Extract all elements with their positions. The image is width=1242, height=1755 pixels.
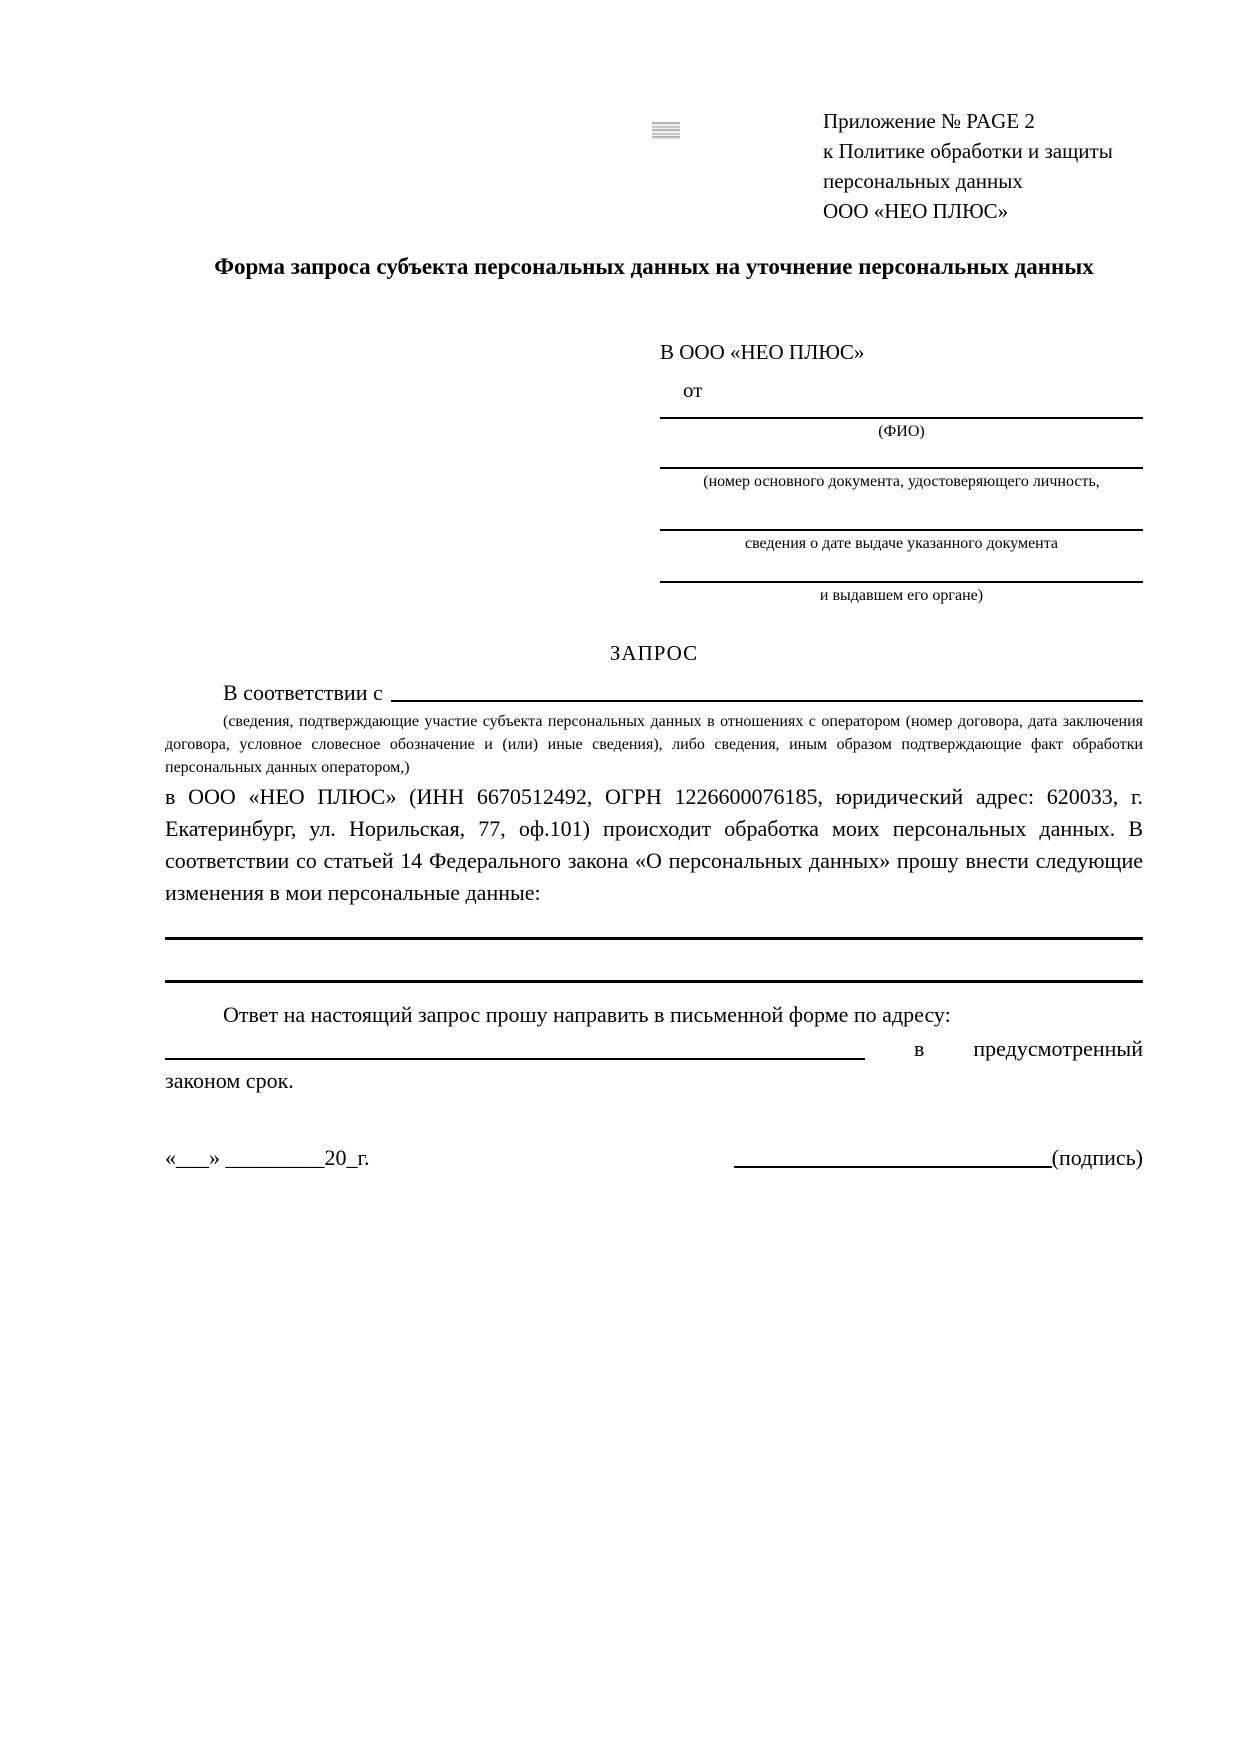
request-heading: ЗАПРОС	[609, 641, 699, 665]
issuing-authority-blank-line	[660, 581, 1143, 583]
field-caption: (номер основного документа, удостоверяющего личность,	[703, 473, 1100, 490]
intro-text: В соответствии с	[223, 680, 383, 705]
address-blank-line	[165, 1058, 865, 1060]
fio-field	[660, 417, 1143, 441]
intro-row	[223, 680, 1143, 706]
reply-address-row	[165, 1033, 1143, 1065]
embedded-object-artifact-icon	[652, 122, 680, 140]
field-caption: и выдавшем его органе)	[819, 587, 984, 604]
reply-word: в	[914, 1036, 925, 1061]
recipient-block	[660, 337, 1143, 605]
field-caption: (ФИО)	[878, 423, 925, 440]
issuing-authority-field	[660, 581, 1143, 605]
appendix-header-line: Приложение № PAGE 2	[823, 109, 1035, 133]
appendix-header	[823, 106, 1143, 226]
changes-blank-line	[165, 937, 1143, 940]
fio-blank-line	[660, 417, 1143, 419]
signature-row	[165, 1143, 1143, 1173]
changes-blank-line	[165, 980, 1143, 983]
signature-blank-line	[734, 1166, 1052, 1168]
recipient-to: В ООО «НЕО ПЛЮС»	[660, 340, 865, 364]
issue-date-field	[660, 529, 1143, 553]
reply-word: предусмотренный	[973, 1036, 1143, 1061]
reply-intro: Ответ на настоящий запрос прошу направить в письменной форме по адресу:	[223, 1002, 951, 1027]
form-title: Форма запроса субъекта персональных данных на уточнение персональных данных	[214, 254, 1094, 279]
intro-blank-line	[391, 700, 1143, 702]
appendix-header-line: ООО «НЕО ПЛЮС»	[823, 199, 1009, 223]
signature-group	[734, 1143, 1143, 1173]
body-paragraph: в ООО «НЕО ПЛЮС» (ИНН 6670512492, ОГРН 1226600076185, юридический адрес: 620033, г. Екатеринбург, ул. Норильская, 77, оф.101) происходит обработка моих персональных данных. В соответствии со статьей 14 Федерального закона «О персональных данных» прошу внести следующие изменения в мои персональные данные:	[165, 784, 1143, 905]
document-number-field	[660, 467, 1143, 491]
appendix-header-line: персональных данных	[823, 169, 1023, 193]
field-caption: сведения о дате выдаче указанного документа	[744, 535, 1059, 552]
date-field: «___» _________20_г.	[165, 1145, 370, 1170]
reply-closing: законом срок.	[165, 1068, 294, 1093]
recipient-from-label: от	[683, 378, 703, 402]
appendix-header-line: к Политике обработки и защиты	[823, 139, 1113, 163]
document-number-blank-line	[660, 467, 1143, 469]
issue-date-blank-line	[660, 529, 1143, 531]
signature-label: (подпись)	[1051, 1145, 1143, 1170]
footnote-text: (сведения, подтверждающие участие субъекта персональных данных в отношениях с оператором (номер договора, дата заключения договора, условное словесное обозначение и (или) иные сведения), либо сведения, иным образом подтверждающие факт обработки персональных данных оператором,)	[165, 713, 1143, 776]
